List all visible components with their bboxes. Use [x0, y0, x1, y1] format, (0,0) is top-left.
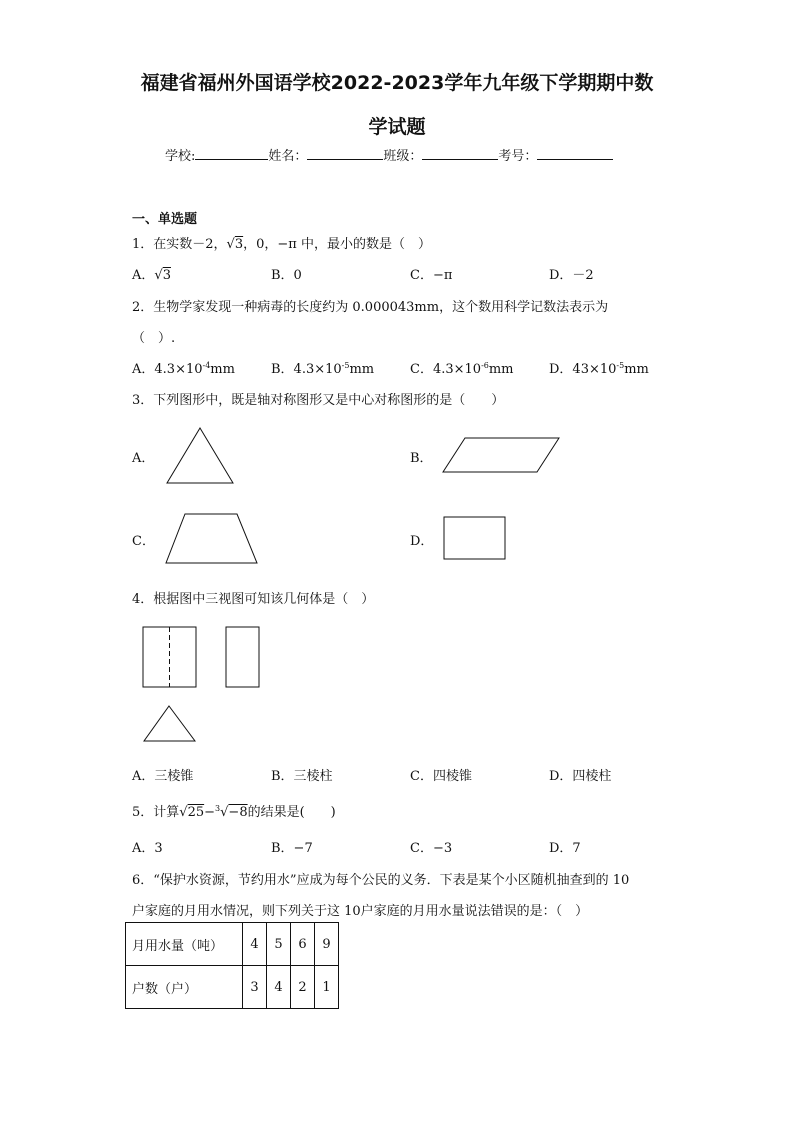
- q1-option-c[interactable]: C．−π: [410, 268, 453, 283]
- page-title-line1: 福建省福州外国语学校2022-2023学年九年级下学期期中数: [140, 72, 654, 94]
- q5-option-c[interactable]: C．−3: [410, 841, 453, 856]
- q5-stem-post: 的结果是( ): [247, 805, 336, 820]
- class-label: 班级：: [383, 149, 423, 164]
- table-cell: 6: [291, 923, 315, 966]
- q5-option-d[interactable]: D．7: [549, 841, 581, 856]
- q5-stem: [132, 801, 336, 820]
- q2-option-d[interactable]: [549, 358, 649, 377]
- table-cell: 9: [315, 923, 339, 966]
- q3-option-c-label[interactable]: C．: [132, 534, 155, 549]
- table-cell: 3: [243, 966, 267, 1009]
- section-heading: 一、单选题: [132, 212, 198, 227]
- q2-option-b-unit: mm: [349, 362, 375, 377]
- q3-option-a-label[interactable]: A．: [132, 451, 155, 466]
- table-cell: 4: [243, 923, 267, 966]
- q5-stem-pre: 5．计算: [132, 805, 180, 820]
- class-blank[interactable]: [422, 145, 498, 160]
- q2-option-d-unit: mm: [624, 362, 649, 377]
- table-cell: 2: [291, 966, 315, 1009]
- q1-option-d[interactable]: D．－2: [549, 268, 594, 283]
- q6-stem-line2: 户家庭的月用水情况，则下列关于这 10户家庭的月用水量说法错误的是：（ ）: [132, 904, 589, 919]
- q1-stem-post: ，0，−π 中，最小的数是（ ）: [243, 237, 431, 252]
- q1-option-a[interactable]: [132, 264, 171, 283]
- q4-option-d[interactable]: D．四棱柱: [549, 769, 612, 784]
- q2-option-a-exponent: -4: [202, 361, 211, 370]
- q2-option-d-exponent: -5: [616, 361, 625, 370]
- q5-sqrt-sign: √: [179, 805, 188, 820]
- q5-cube-root-index: 3: [215, 804, 221, 813]
- q4-stem: 4．根据图中三视图可知该几何体是（ ）: [132, 592, 375, 607]
- table-row-header-usage: 月用水量（吨）: [126, 923, 243, 966]
- name-label: 姓名：: [268, 149, 308, 164]
- q4-option-b[interactable]: B．三棱柱: [271, 769, 333, 784]
- q1-stem: [132, 233, 431, 252]
- q3-option-d-label[interactable]: D．: [410, 534, 434, 549]
- q2-option-a-base: A．4.3×10: [132, 362, 203, 377]
- q1-option-b[interactable]: B．0: [271, 268, 302, 283]
- table-row: [126, 966, 339, 1009]
- q3-option-b-label[interactable]: B．: [410, 451, 433, 466]
- q2-option-c[interactable]: [410, 358, 514, 377]
- q2-stem-line1: 2．生物学家发现一种病毒的长度约为 0.000043mm，这个数用科学记数法表示为: [132, 300, 609, 315]
- school-blank[interactable]: [195, 145, 268, 160]
- q4-side-view: [226, 627, 259, 687]
- student-info-line: [165, 145, 613, 164]
- q3-rectangle-figure: [443, 516, 507, 561]
- q1-sqrt-sign: √: [226, 237, 235, 252]
- q3-parallelogram-figure: [442, 436, 562, 476]
- q2-stem-line2: （ ）.: [132, 331, 176, 346]
- q5-option-a[interactable]: A．3: [132, 841, 163, 856]
- name-blank[interactable]: [307, 145, 383, 160]
- q5-cube-root-sign: √: [220, 805, 229, 820]
- q2-option-b-base: B．4.3×10: [271, 362, 342, 377]
- q2-option-c-base: C．4.3×10: [410, 362, 482, 377]
- q1-option-a-sqrt-sign: √: [154, 268, 163, 283]
- number-label: 考号：: [498, 149, 538, 164]
- q6-water-usage-table: [125, 922, 339, 1009]
- table-row-header-households: 户数（户）: [126, 966, 243, 1009]
- q5-cube-radicand: −8: [228, 805, 248, 820]
- number-blank[interactable]: [537, 145, 613, 160]
- school-label: 学校:: [165, 149, 196, 164]
- q2-option-c-unit: mm: [488, 362, 514, 377]
- q4-top-view: [144, 706, 195, 741]
- q2-option-a[interactable]: [132, 358, 235, 377]
- q1-option-a-label: A．: [132, 268, 155, 283]
- q1-sqrt-radicand: 3: [234, 237, 244, 252]
- q3-triangle-figure: [166, 426, 236, 486]
- q1-stem-pre: 1．在实数－2，: [132, 237, 227, 252]
- q3-stem: 3．下列图形中，既是轴对称图形又是中心对称图形的是（ ）: [132, 393, 505, 408]
- q2-option-c-exponent: -6: [481, 361, 489, 370]
- table-cell: 5: [267, 923, 291, 966]
- q4-three-views-figure: [142, 626, 264, 744]
- table-row: [126, 923, 339, 966]
- q6-stem-line1: 6．“保护水资源，节约用水”应成为每个公民的义务．下表是某个小区随机抽查到的 10: [132, 873, 630, 888]
- q2-option-b[interactable]: [271, 358, 374, 377]
- q5-minus: −: [204, 805, 216, 820]
- q4-option-c[interactable]: C．四棱锥: [410, 769, 472, 784]
- table-cell: 1: [315, 966, 339, 1009]
- q4-option-a[interactable]: A．三棱锥: [132, 769, 194, 784]
- page-title-line2: 学试题: [368, 116, 426, 138]
- q2-option-b-exponent: -5: [341, 361, 350, 370]
- q3-trapezoid-figure: [165, 512, 259, 566]
- q2-option-a-unit: mm: [210, 362, 235, 377]
- table-cell: 4: [267, 966, 291, 1009]
- q5-sqrt-radicand: 25: [187, 805, 205, 820]
- q2-option-d-base: D．43×10: [549, 362, 617, 377]
- q5-option-b[interactable]: B．−7: [271, 841, 313, 856]
- q1-option-a-radicand: 3: [162, 268, 171, 283]
